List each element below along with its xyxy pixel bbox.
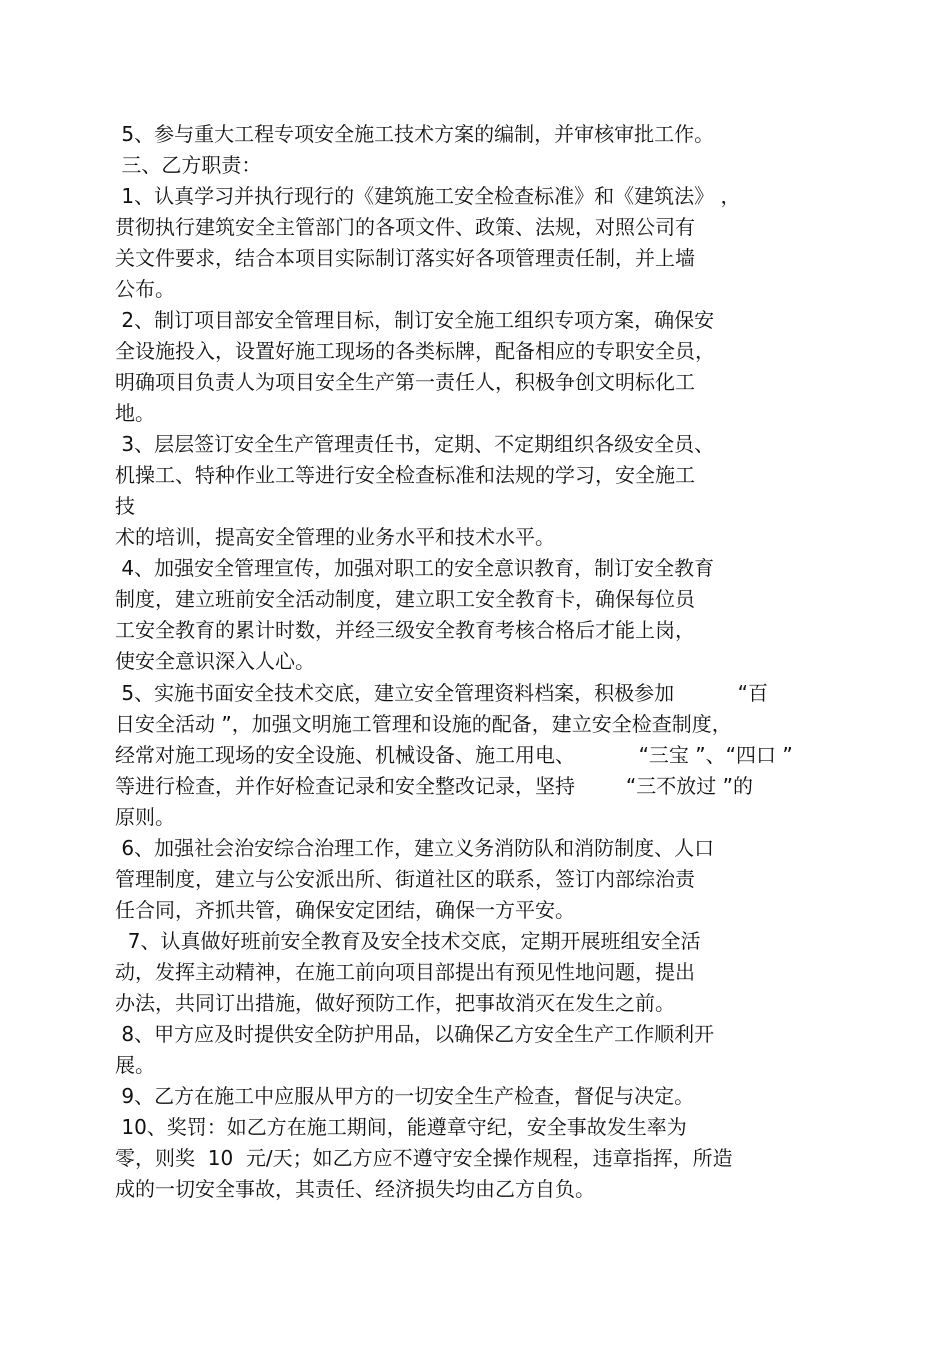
section-heading: 三、乙方职责：: [115, 153, 262, 177]
text-line: 任合同，齐抓共管，确保安定团结，确保一方平安。: [115, 898, 575, 922]
text-line: 管理制度，建立与公安派出所、街道社区的联系，签订内部综治责: [115, 867, 695, 891]
text-line: 10、奖罚：如乙方在施工期间，能遵章守纪，安全事故发生率为: [115, 1115, 687, 1139]
text-line: 日安全活动 ”，加强文明施工管理和设施的配备，建立安全检查制度，: [115, 712, 732, 736]
text-line: 明确项目负责人为项目安全生产第一责任人，积极争创文明标化工: [115, 370, 695, 394]
text-line: 6、加强社会治安综合治理工作，建立义务消防队和消防制度、人口: [115, 836, 715, 860]
text-line: 2、制订项目部安全管理目标，制订安全施工组织专项方案，确保安: [115, 308, 715, 332]
text-line: 成的一切安全事故，其责任、经济损失均由乙方自负。: [115, 1177, 595, 1201]
text-line: 工安全教育的累计时数，并经三级安全教育考核合格后才能上岗，: [115, 618, 695, 642]
text-line: 经常对施工现场的安全设施、机械设备、施工用电、 “三宝 ”、“四口 ”: [115, 743, 793, 767]
text-line: 展。: [115, 1053, 155, 1077]
text-line: 办法，共同订出措施，做好预防工作，把事故消灭在发生之前。: [115, 991, 675, 1015]
text-line: 贯彻执行建筑安全主管部门的各项文件、政策、法规，对照公司有: [115, 215, 695, 239]
text-line: 术的培训，提高安全管理的业务水平和技术水平。: [115, 525, 555, 549]
text-line: 5、参与重大工程专项安全施工技术方案的编制，并审核审批工作。: [115, 122, 715, 146]
text-line: 3、层层签订安全生产管理责任书，定期、不定期组织各级安全员、: [115, 432, 715, 456]
text-line: 8、甲方应及时提供安全防护用品，以确保乙方安全生产工作顺利开: [115, 1022, 715, 1046]
text-line: 公布。: [115, 277, 175, 301]
text-line: 零，则奖 10 元/天；如乙方应不遵守安全操作规程，违章指挥，所造: [115, 1146, 733, 1170]
text-line: 使安全意识深入人心。: [115, 649, 315, 673]
text-line: 原则。: [115, 805, 175, 829]
text-line: 9、乙方在施工中应服从甲方的一切安全生产检查，督促与决定。: [115, 1084, 695, 1108]
text-line: 5、实施书面安全技术交底，建立安全管理资料档案，积极参加 “百: [115, 681, 769, 705]
text-line: 7、认真做好班前安全教育及安全技术交底，定期开展班组安全活: [115, 929, 701, 953]
text-line: 机操工、特种作业工等进行安全检查标准和法规的学习，安全施工: [115, 463, 695, 487]
text-line: 1、认真学习并执行现行的《建筑施工安全检查标准》和《建筑法》 ，: [115, 184, 741, 208]
text-line: 全设施投入，设置好施工现场的各类标牌，配备相应的专职安全员，: [115, 339, 715, 363]
text-line: 制度，建立班前安全活动制度，建立职工安全教育卡，确保每位员: [115, 587, 695, 611]
text-line: 地。: [115, 401, 155, 425]
text-line: 等进行检查，并作好检查记录和安全整改记录，坚持 “三不放过 ”的: [115, 774, 753, 798]
text-line: 动，发挥主动精神，在施工前向项目部提出有预见性地问题，提出: [115, 960, 695, 984]
text-line: 关文件要求，结合本项目实际制订落实好各项管理责任制，并上墙: [115, 246, 695, 270]
text-line: 4、加强安全管理宣传，加强对职工的安全意识教育，制订安全教育: [115, 556, 715, 580]
text-line: 技: [115, 494, 135, 518]
